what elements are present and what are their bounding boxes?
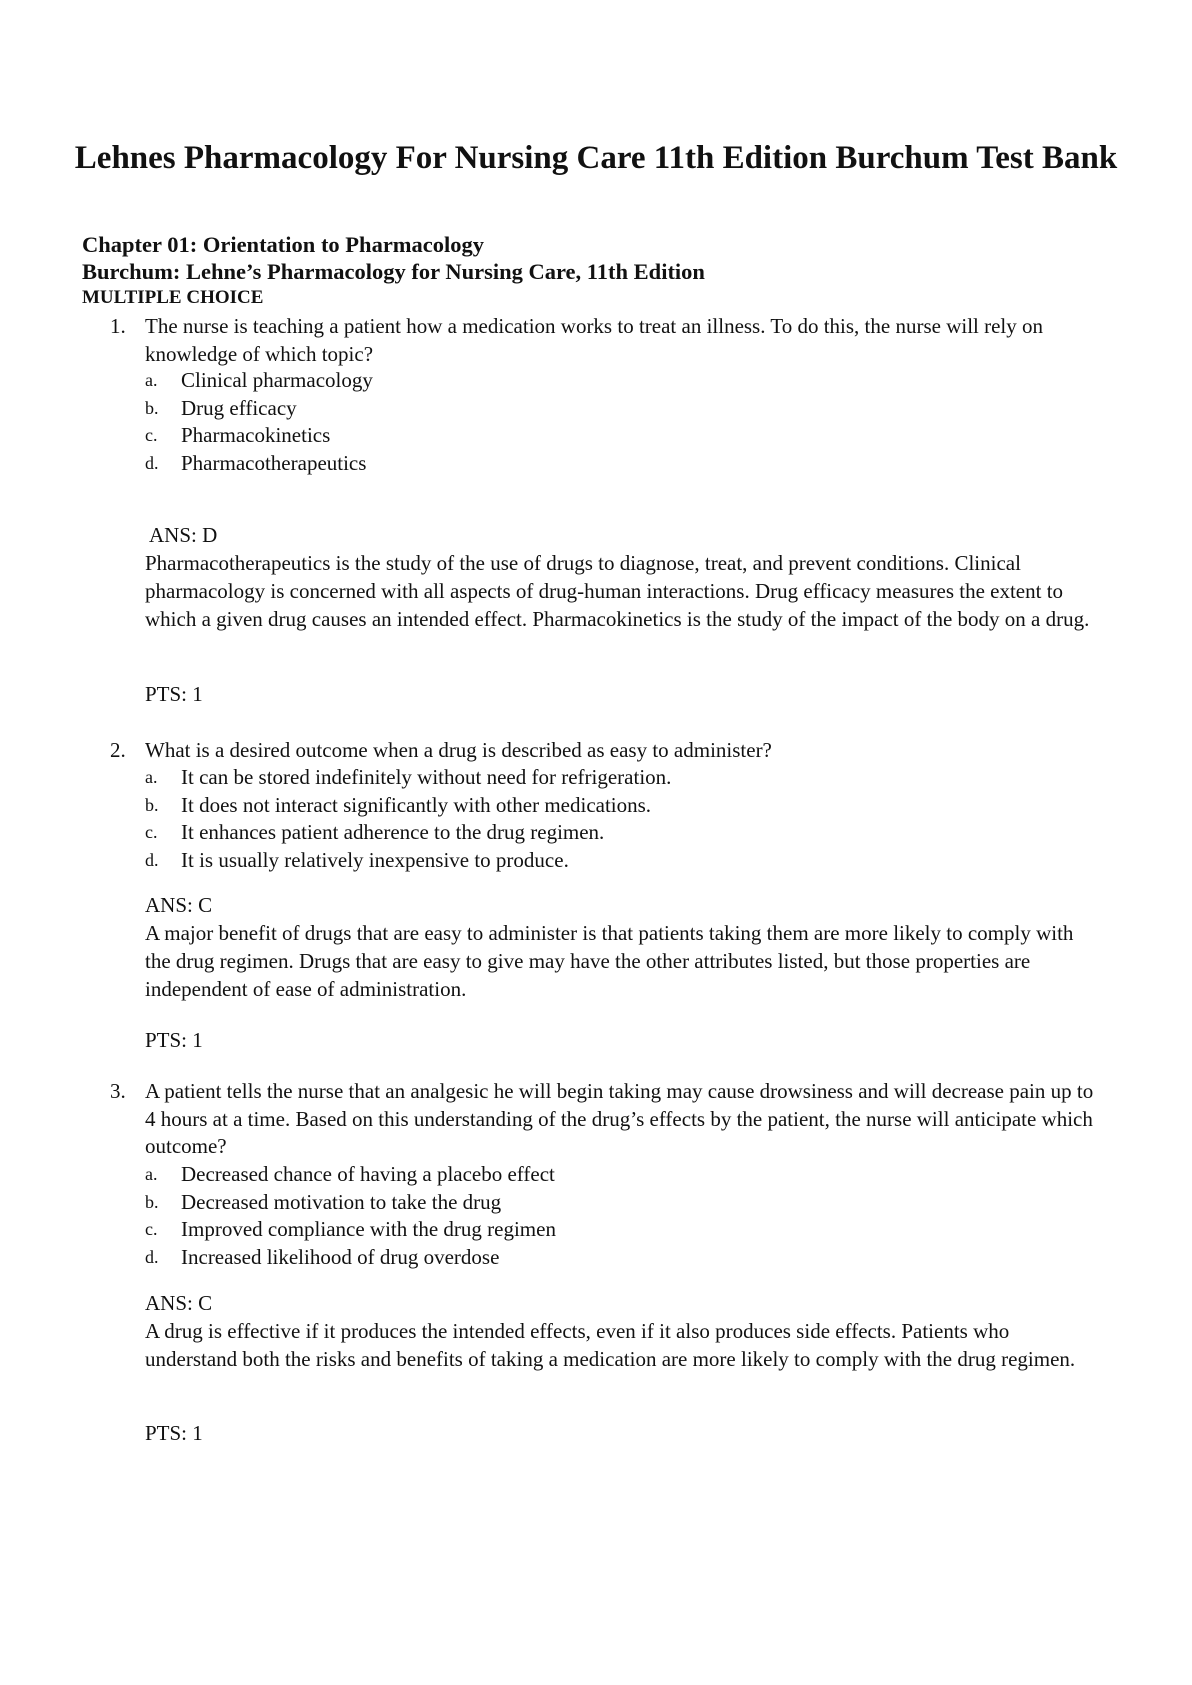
- book-heading: Burchum: Lehne’s Pharmacology for Nursing Care, 11th Edition: [82, 259, 705, 284]
- choice-letter: c.: [145, 425, 158, 445]
- choice-list: [0, 367, 1192, 477]
- choice-item: [0, 764, 1192, 792]
- choice-letter: b.: [145, 1191, 159, 1212]
- choice-item: [0, 1189, 1192, 1217]
- choice-item: [0, 1244, 1192, 1272]
- question-number: 3.: [110, 1079, 126, 1103]
- choice-list: [0, 1161, 1192, 1271]
- points-value: PTS: 1: [145, 682, 203, 706]
- choice-text: It is usually relatively inexpensive to produce.: [181, 847, 569, 872]
- choice-item: [0, 395, 1192, 423]
- answer-key: ANS: D: [149, 523, 218, 547]
- points-value: PTS: 1: [145, 1028, 203, 1052]
- choice-text: Clinical pharmacology: [181, 368, 373, 392]
- choice-letter: a.: [145, 370, 158, 390]
- choice-text: Decreased chance of having a placebo effect: [181, 1162, 555, 1186]
- choice-item: [0, 819, 1192, 847]
- document-title: Lehnes Pharmacology For Nursing Care 11th Edition Burchum Test Bank: [74, 140, 1118, 176]
- answer-rationale: A drug is effective if it produces the intended effects, even if it also produces side effects. Patients who understand both the risks and benefits of taking a medication are more likely to comply with the drug regimen.: [145, 1319, 1076, 1371]
- choice-item: [0, 847, 1192, 875]
- choice-text: It can be stored indefinitely without need for refrigeration.: [181, 765, 672, 789]
- answer-key: ANS: C: [145, 893, 213, 917]
- choice-letter: b.: [145, 397, 159, 418]
- answer-rationale: Pharmacotherapeutics is the study of the use of drugs to diagnose, treat, and prevent conditions. Clinical pharmacology is concerned with all aspects of drug-human interactions. Drug efficacy measures the extent to which a given drug causes an intended effect. Pharmacokinetics is the study of the impact of the body on a drug.: [145, 551, 1090, 631]
- choice-letter: d.: [145, 1246, 159, 1267]
- choice-item: [0, 367, 1192, 395]
- choice-list: [0, 764, 1192, 874]
- choice-letter: a.: [145, 1164, 158, 1184]
- question-stem: A patient tells the nurse that an analgesic he will begin taking may cause drowsiness and will decrease pain up to 4 hours at a time. Based on this understanding of the drug’s effects by the patient, the nurse will anticipate which outcome?: [145, 1079, 1094, 1158]
- chapter-heading: Chapter 01: Orientation to Pharmacology: [82, 232, 485, 257]
- question-number: 1.: [110, 314, 126, 338]
- choice-item: [0, 450, 1192, 478]
- choice-letter: d.: [145, 452, 159, 473]
- choice-text: Pharmacokinetics: [181, 423, 331, 447]
- choice-text: Increased likelihood of drug overdose: [181, 1244, 500, 1269]
- choice-text: Improved compliance with the drug regimen: [181, 1217, 556, 1241]
- answer-key: ANS: C: [145, 1291, 213, 1315]
- choice-text: It does not interact significantly with other medications.: [181, 792, 652, 817]
- choice-text: Drug efficacy: [181, 395, 297, 420]
- choice-item: [0, 792, 1192, 820]
- choice-item: [0, 422, 1192, 450]
- choice-item: [0, 1161, 1192, 1189]
- choice-letter: d.: [145, 849, 159, 870]
- question-stem: The nurse is teaching a patient how a medication works to treat an illness. To do this, the nurse will rely on knowledge of which topic?: [145, 314, 1044, 366]
- answer-rationale: A major benefit of drugs that are easy to administer is that patients taking them are more likely to comply with the drug regimen. Drugs that are easy to give may have the other attributes listed, but those properties are independent of ease of administration.: [145, 921, 1074, 1001]
- choice-letter: b.: [145, 794, 159, 815]
- question-number: 2.: [110, 738, 126, 762]
- question-stem: What is a desired outcome when a drug is described as easy to administer?: [145, 738, 772, 762]
- points-value: PTS: 1: [145, 1421, 203, 1445]
- choice-item: [0, 1216, 1192, 1244]
- choice-letter: a.: [145, 767, 158, 787]
- choice-text: Decreased motivation to take the drug: [181, 1189, 502, 1214]
- choice-letter: c.: [145, 822, 158, 842]
- choice-text: It enhances patient adherence to the drug regimen.: [181, 820, 605, 844]
- choice-text: Pharmacotherapeutics: [181, 450, 367, 475]
- section-label: MULTIPLE CHOICE: [82, 287, 264, 308]
- choice-letter: c.: [145, 1219, 158, 1239]
